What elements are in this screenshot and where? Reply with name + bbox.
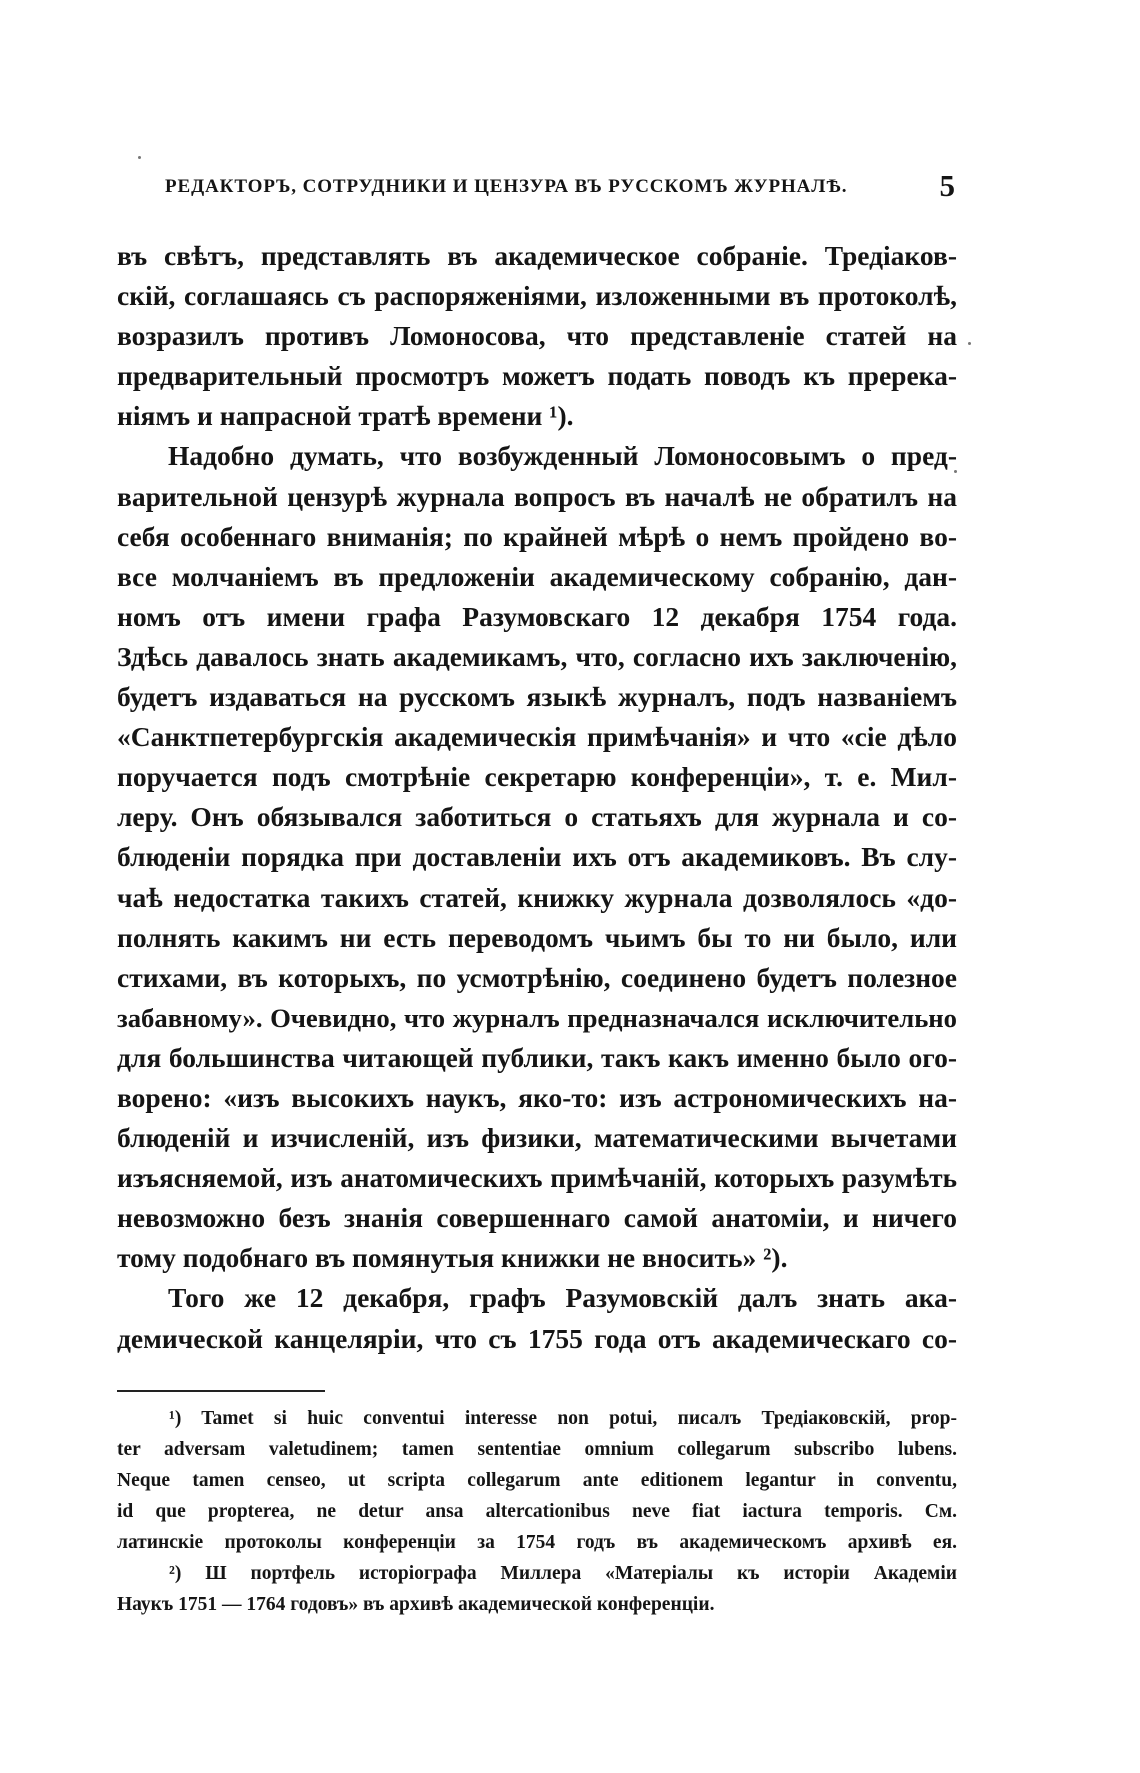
footnote-line: ¹) Tamet si huic conventui interesse non potui, писалъ Тредіаковскій, prop- xyxy=(169,1408,957,1429)
running-title: РЕДАКТОРЪ, СОТРУДНИКИ И ЦЕНЗУРА ВЪ РУССКОМЪ ЖУРНАЛѢ. xyxy=(165,176,848,197)
text-line: демической канцеляріи, что съ 1755 года отъ академическаго со- xyxy=(117,1322,957,1354)
text-line: Здѣсь давалось знать академикамъ, что, согласно ихъ заключенію, xyxy=(117,640,957,672)
text-line: «Санктпетербургскія академическія примѣчанія» и что «сіе дѣло xyxy=(117,721,957,753)
text-line: возразилъ противъ Ломоносова, что представленіе статей на xyxy=(117,320,957,352)
text-line: ніямъ и напрасной тратѣ времени ¹). xyxy=(117,400,574,432)
footnote-line: Neque tamen censeo, ut scripta collegarum ante editionem legantur in conventu, xyxy=(117,1470,957,1491)
text-line: для большинства читающей публики, такъ какъ именно было ого- xyxy=(117,1041,957,1073)
print-speck xyxy=(968,342,971,345)
text-line: поручается подъ смотрѣніе секретарю конференціи», т. е. Мил- xyxy=(117,761,957,793)
text-line: себя особеннаго вниманія; по крайней мѣрѣ о немъ пройдено во- xyxy=(117,520,957,552)
text-line: въ свѣтъ, представлять въ академическое собраніе. Тредіаков- xyxy=(117,240,957,271)
running-header xyxy=(165,168,955,208)
text-line: стихами, въ которыхъ, по усмотрѣнію, соединено будетъ полезное xyxy=(117,961,957,993)
footnote-line: латинскіе протоколы конференціи за 1754 годъ въ академическомъ архивѣ ея. xyxy=(117,1532,957,1553)
footnote-line: ter adversam valetudinem; tamen sententiae omnium collegarum subscribo lubens. xyxy=(117,1439,957,1460)
main-text xyxy=(117,236,957,1359)
text-line: все молчаніемъ въ предложеніи академическому собранію, дан- xyxy=(117,560,957,592)
text-line: полнять какимъ ни есть переводомъ чьимъ бы то ни было, или xyxy=(117,921,957,953)
text-line: тому подобнаго въ помянутыя книжки не вносить» ²). xyxy=(117,1242,788,1274)
text-line: невозможно безъ знанія совершеннаго самой анатоміи, и ничего xyxy=(117,1202,957,1234)
text-line: чаѣ недостатка такихъ статей, книжку журнала дозволялось «до- xyxy=(117,881,957,913)
footnote-line: Наукъ 1751 — 1764 годовъ» въ архивѣ академической конференціи. xyxy=(117,1594,715,1615)
text-line: блюденій и изчисленій, изъ физики, математическими вычетами xyxy=(117,1122,957,1154)
footnotes xyxy=(117,1403,957,1620)
text-line: забавному». Очевидно, что журналъ предназначался исключительно xyxy=(117,1002,957,1033)
text-line: предварительный просмотръ можетъ подать поводъ къ пререка- xyxy=(117,360,957,392)
print-speck xyxy=(138,156,141,159)
footnote-line: ²) Ш портфель исторіографа Миллера «Матеріалы къ исторіи Академіи xyxy=(169,1563,957,1584)
text-line: варительной цензурѣ журнала вопросъ въ началѣ не обратилъ на xyxy=(117,480,957,512)
text-line: леру. Онъ обязывался заботиться о статьяхъ для журнала и со- xyxy=(117,801,957,833)
page-number: 5 xyxy=(939,168,955,203)
footnote-line: id que propterea, ne detur ansa altercationibus neve fiat iactura temporis. См. xyxy=(117,1501,957,1522)
text-line: номъ отъ имени графа Разумовскаго 12 декабря 1754 года. xyxy=(117,600,957,632)
text-line: скій, соглашаясь съ распоряженіями, изложенными въ протоколѣ, xyxy=(117,280,957,312)
text-line: ворено: «изъ высокихъ наукъ, яко-то: изъ астрономическихъ на- xyxy=(117,1081,957,1113)
text-line: блюденіи порядка при доставленіи ихъ отъ академиковъ. Въ слу- xyxy=(117,841,957,873)
text-line: изъясняемой, изъ анатомическихъ примѣчаній, которыхъ разумѣть xyxy=(117,1163,957,1194)
text-line: будетъ издаваться на русскомъ языкѣ журналъ, подъ названіемъ xyxy=(117,681,957,713)
footnote-divider xyxy=(117,1390,325,1392)
text-line: Надобно думать, что возбужденный Ломоносовымъ о пред- xyxy=(168,440,957,472)
text-line: Того же 12 декабря, графъ Разумовскій далъ знать ака- xyxy=(168,1282,957,1314)
